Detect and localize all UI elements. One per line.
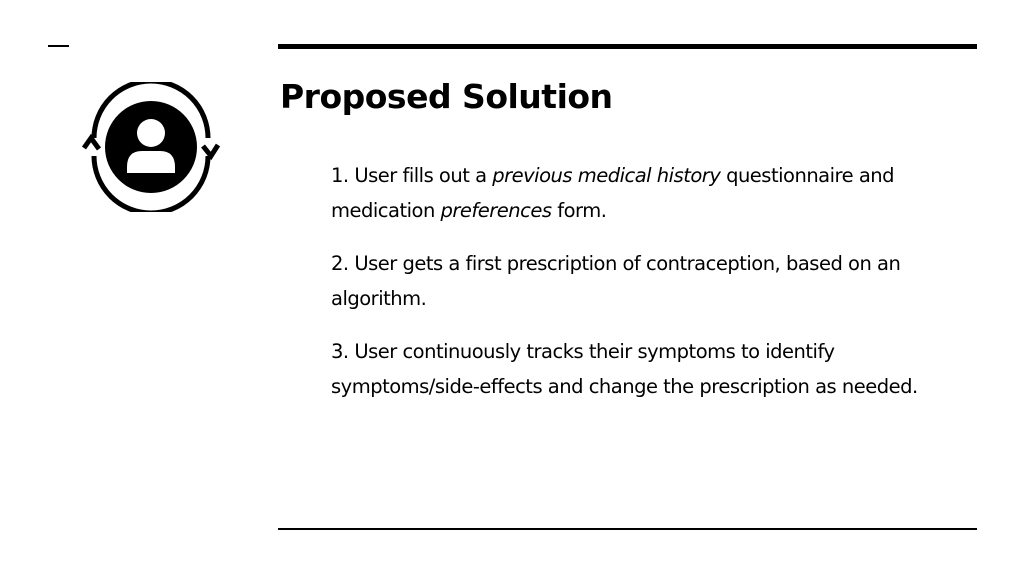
top-divider: [278, 44, 977, 49]
user-sync-icon: [80, 82, 222, 212]
step-emphasis: preferences: [440, 199, 552, 222]
steps-list: [331, 158, 971, 422]
step-item: [331, 246, 971, 316]
step-text: User continuously tracks their symptoms to identify symptoms/side-effects and change the prescription as needed.: [331, 340, 918, 398]
bottom-divider: [278, 528, 977, 530]
step-number: 2.: [331, 252, 349, 275]
step-item: [331, 334, 971, 404]
step-number: 1.: [331, 164, 349, 187]
step-text: questionnaire and medication: [331, 164, 895, 222]
step-item: [331, 158, 971, 228]
step-text: User fills out a: [354, 164, 493, 187]
corner-dash: [48, 45, 69, 47]
slide-title: Proposed Solution: [280, 77, 613, 116]
step-emphasis: previous medical history: [492, 164, 721, 187]
step-number: 3.: [331, 340, 349, 363]
step-text: form.: [551, 199, 607, 222]
step-text: User gets a first prescription of contraception, based on an algorithm.: [331, 252, 901, 310]
